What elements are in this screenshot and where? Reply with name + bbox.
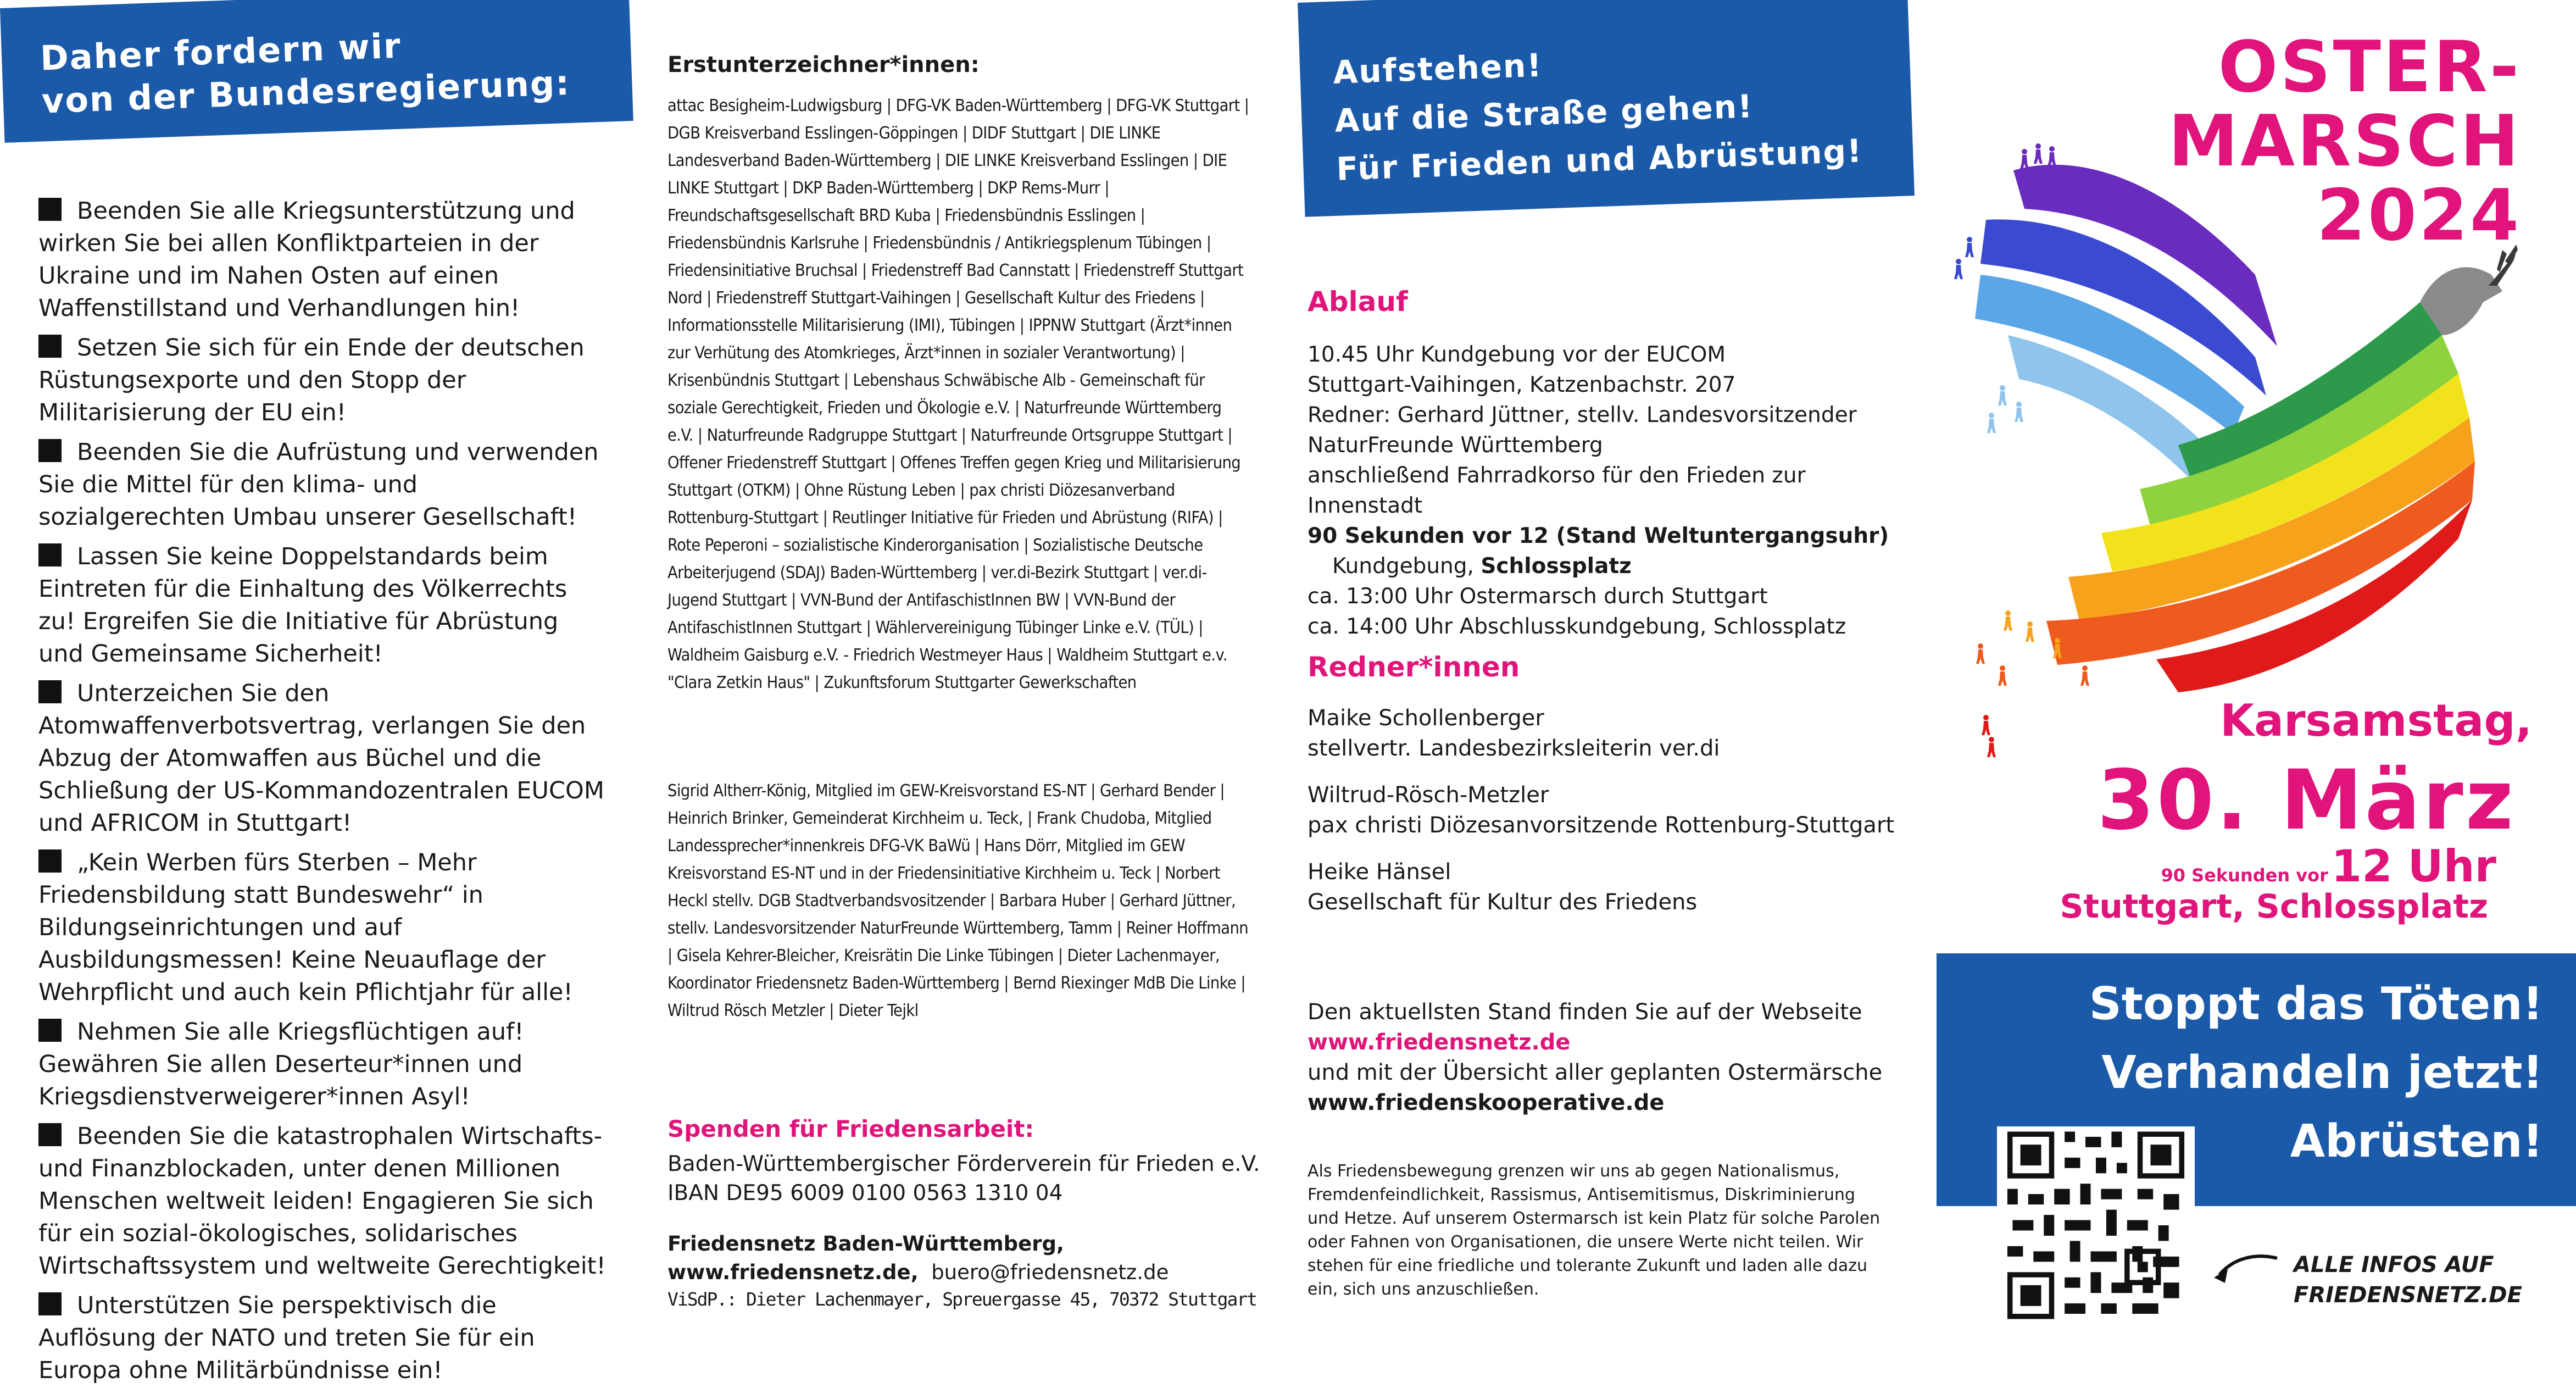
rainbow-dove-illustration (1948, 137, 2519, 764)
speaker-item: Heike Hänsel Gesellschaft für Kultur des Friedens (1308, 859, 1698, 915)
speakers-list (1308, 703, 1894, 934)
slogan-1: Stoppt das Töten! (2089, 978, 2543, 1030)
date-time: 90 Sekunden vor 12 Uhr (2161, 841, 2496, 892)
donation-recipient: Baden-Württembergischer Förderverein für Frieden e.V. (667, 1152, 1260, 1176)
footer-email-link[interactable]: buero@friedensnetz.de (931, 1260, 1169, 1284)
ablauf-heading: Ablauf (1308, 286, 1408, 318)
demand-item: Unterstützen Sie perspektivisch die Auflösung der NATO und treten Sie für ein Europa ohne Militärbündnisse ein! (38, 1292, 535, 1384)
speakers-heading: Redner*innen (1308, 651, 1520, 683)
speaker-item: Wiltrud-Rösch-Metzler pax christi Diözesanvorsitzende Rottenburg-Stuttgart (1308, 782, 1895, 838)
square-bullet-icon (38, 849, 62, 873)
demand-item: Lassen Sie keine Doppelstandards beim Eintreten für die Einhaltung des Völkerrechts zu! Ergreifen Sie die Initiative für Abrüstung und Gemeinsame Sicherheit! (38, 543, 568, 668)
demands-panel (0, 0, 632, 1384)
disclaimer-text: Als Friedensbewegung grenzen wir uns ab gegen Nationalismus, Fremdenfeindlichkeit, Rassismus, Antisemitismus, Diskriminierung und Hetze. Auf unserem Ostermarsch ist kein Platz für solche Parolen oder Fahnen von Organisationen, die unsere Werte nicht teilen. Wir stehen für eine friedliche und tolerante Zukunft und laden alle dazu ein, sich uns anzuschließen. (1308, 1162, 1880, 1299)
event-location: Stuttgart, Schlossplatz (2060, 887, 2488, 926)
friedenskooperative-link[interactable]: www.friedenskooperative.de (1308, 1090, 1665, 1115)
friedensnetz-link[interactable]: www.friedensnetz.de (1308, 1030, 1571, 1055)
demands-banner (0, 0, 633, 143)
donation-title: Spenden für Friedensarbeit: (667, 1115, 1034, 1142)
square-bullet-icon (38, 1292, 62, 1315)
speaker-item: Maike Schollenberger stellvertr. Landesbezirksleiterin ver.di (1308, 706, 1720, 761)
signatories-title: Erstunterzeichner*innen: (667, 52, 980, 77)
demand-item: Nehmen Sie alle Kriegsflüchtigen auf! Gewähren Sie allen Deserteur*innen und Kriegsdienstverweigerer*innen Asyl! (38, 1018, 524, 1110)
date-day: 30. März (2097, 753, 2516, 848)
call-banner-line-3: Für Frieden und Abrüstung! (1336, 132, 1863, 188)
footer-org: Friedensnetz Baden-Württemberg, (667, 1232, 1064, 1256)
slogan-2: Verhandeln jetzt! (2101, 1047, 2543, 1099)
event-title: OSTER- MARSCH 2024 (2168, 26, 2521, 257)
square-bullet-icon (38, 198, 62, 221)
square-bullet-icon (38, 335, 62, 358)
cover-panel (1937, 0, 2576, 1363)
slogan-3: Abrüsten! (2290, 1115, 2543, 1168)
more-info-note: ALLE INFOS AUF FRIEDENSNETZ.DE (2294, 1252, 2522, 1308)
demand-item: Beenden Sie die Aufrüstung und verwenden Sie die Mittel für den klima- und sozialgerechten Umbau unserer Gesellschaft! (38, 438, 599, 531)
square-bullet-icon (38, 1123, 62, 1146)
demands-banner-line-2: von der Bundesregierung: (41, 62, 571, 121)
signatories-organizations: attac Besigheim-Ludwigsburg | DFG-VK Baden-Württemberg | DFG-VK Stuttgart | DGB Kreisverband Esslingen-Göppingen | DIDF Stuttgart | DIE LINKE Landesverband Baden-Württemberg | DIE LINKE Kreisverband Esslingen | DIE LINKE Stuttgart | DKP Baden-Württemberg | DKP Rems-Murr | Freundschaftsgesellschaft BRD Kuba | Friedensbündnis Esslingen | Friedensbündnis Karlsruhe | Friedensbündnis / Antikriegsplenum Tübingen | Friedensinitiative Bruchsal | Friedenstreff Bad Cannstatt | Friedenstreff Stuttgart Nord | Friedenstreff Stuttgart-Vaihingen | Gesellschaft Kultur des Friedens | Informationsstelle Militarisierung (IMI), Tübingen | IPPNW Stuttgart (Ärzt*innen zur Verhütung des Atomkrieges, Ärzt*innen in sozialer Verantwortung) | Krisenbündnis Stuttgart | Lebenshaus Schwäbische Alb - Gemeinschaft für soziale Gerechtigkeit, Frieden und Ökologie e.V. | Naturfreunde Württemberg e.V. | Naturfreunde Radgruppe Stuttgart | Naturfreunde Ortsgruppe Stuttgart | Offener Friedenstreff Stuttgart | Offenes Treffen gegen Krieg und Militarisierung Stuttgart (OTKM) | Ohne Rüstung Leben | pax christi Diözesanverband Rottenburg-Stuttgart | Reutlinger Initiative für Frieden und Abrüstung (RIFA) | Rote Peperoni – sozialistische Kinderorganisation | Sozialistische Deutsche Arbeiterjugend (SDAJ) Baden-Württemberg | ver.di-Bezirk Stuttgart | ver.di-Jugend Stuttgart | VVN-Bund der AntifaschistInnen BW | VVN-Bund der AntifaschistInnen Stuttgart | Wählervereinigung Tübinger Linke e.V. (TÜL) | Waldheim Gaisburg e.V. - Friedrich Westmeyer Haus | Waldheim Stuttgart e.v. "Clara Zetkin Haus" | Zukunftsforum Stuttgarter Gewerkschaften (667, 96, 1249, 692)
call-banner-line-2: Auf die Straße gehen! (1334, 87, 1754, 140)
donation-iban: IBAN DE95 6009 0100 0563 1310 04 (667, 1181, 1063, 1206)
demand-item: Beenden Sie alle Kriegsunterstützung und wirken Sie bei allen Konfliktparteien in der Ukraine und im Nahen Osten auf einen Waffenstillstand und Verhandlungen hin! (38, 197, 575, 322)
ablauf-text: 10.45 Uhr Kundgebung vor der EUCOM Stuttgart-Vaihingen, Katzenbachstr. 207 Redner: Gerhard Jüttner, stellv. Landesvorsitzender NaturFreunde Württemberg anschließend Fahrradkorso für den Frieden zur Innenstadt 90 Sekunden vor 12 (Stand Weltuntergangsuhr) Kundgebung, Schlossplatz ca. 13:00 Uhr Ostermarsch durch Stuttgart ca. 14:00 Uhr Abschlusskundgebung, Schlossplatz (1308, 342, 1889, 639)
demands-list (38, 195, 610, 1394)
demand-item: Beenden Sie die katastrophalen Wirtschafts- und Finanzblockaden, unter denen Millionen Menschen weltweit leiden! Engagieren Sie sich für ein sozial-ökologisches, solidarisches Wirtschaftssystem und weltweite Gerechtigkeit! (38, 1123, 606, 1280)
signatories-panel (646, 0, 1277, 1363)
call-banner (1298, 0, 1915, 217)
program-panel (1291, 0, 1923, 1363)
square-bullet-icon (38, 1019, 62, 1042)
call-banner-line-1: Aufstehen! (1332, 46, 1543, 91)
square-bullet-icon (38, 439, 62, 462)
donation-info (667, 1149, 1260, 1208)
demand-item: Setzen Sie sich für ein Ende der deutschen Rüstungsexporte und den Stopp der Militarisierung der EU ein! (38, 334, 585, 426)
arrow-icon (2211, 1247, 2283, 1291)
footer-web-link[interactable]: www.friedensnetz.de, (667, 1260, 919, 1284)
demand-item: „Kein Werben fürs Sterben – Mehr Friedensbildung statt Bundeswehr“ in Bildungseinrichtungen und auf Ausbildungsmessen! Keine Neuauflage der Wehrpflicht und auch kein Pflichtjahr für alle! (38, 849, 573, 1006)
square-bullet-icon (38, 543, 62, 567)
date-weekday: Karsamstag, (2220, 695, 2532, 746)
signatories-people: Sigrid Altherr-König, Mitglied im GEW-Kreisvorstand ES-NT | Gerhard Bender | Heinrich Brinker, Gemeinderat Kirchheim u. Teck, | Frank Chudoba, Mitglied Landessprecher*innenkreis DFG-VK BaWü | Hans Dörr, Mitglied im GEW Kreisvorstand ES-NT und in der Friedensinitiative Kirchheim u. Teck | Norbert Heckl stellv. DGB Stadtverbandsvositzender | Barbara Huber | Gerhard Jüttner, stellv. Landesvorsitzender NaturFreunde Württemberg, Tamm | Reiner Hoffmann | Gisela Kehrer-Bleicher, Kreisrätin Die Linke Tübingen | Dieter Lachenmayer, Koordinator Friedensnetz Baden-Württemberg | Bernd Riexinger MdB Die Linke | Wiltrud Rösch Metzler | Dieter Tejkl (667, 781, 1249, 1020)
footer-contact (667, 1230, 1169, 1287)
demands-banner-line-1: Daher fordern wir (39, 25, 402, 79)
imprint-visdp: ViSdP.: Dieter Lachenmayer, Spreuergasse 45, 70372 Stuttgart (667, 1289, 1257, 1310)
qr-code-icon[interactable] (1997, 1126, 2195, 1324)
website-info: Den aktuellsten Stand finden Sie auf der Webseite www.friedensnetz.de und mit der Übersicht aller geplanten Ostermärsche www.friedenskooperative.de (1308, 997, 1882, 1118)
square-bullet-icon (38, 680, 62, 703)
demand-item: Unterzeichen Sie den Atomwaffenverbotsvertrag, verlangen Sie den Abzug der Atomwaffen aus Büchel und die Schließung der US-Kommandozentralen EUCOM und AFRICOM in Stuttgart! (38, 680, 604, 837)
